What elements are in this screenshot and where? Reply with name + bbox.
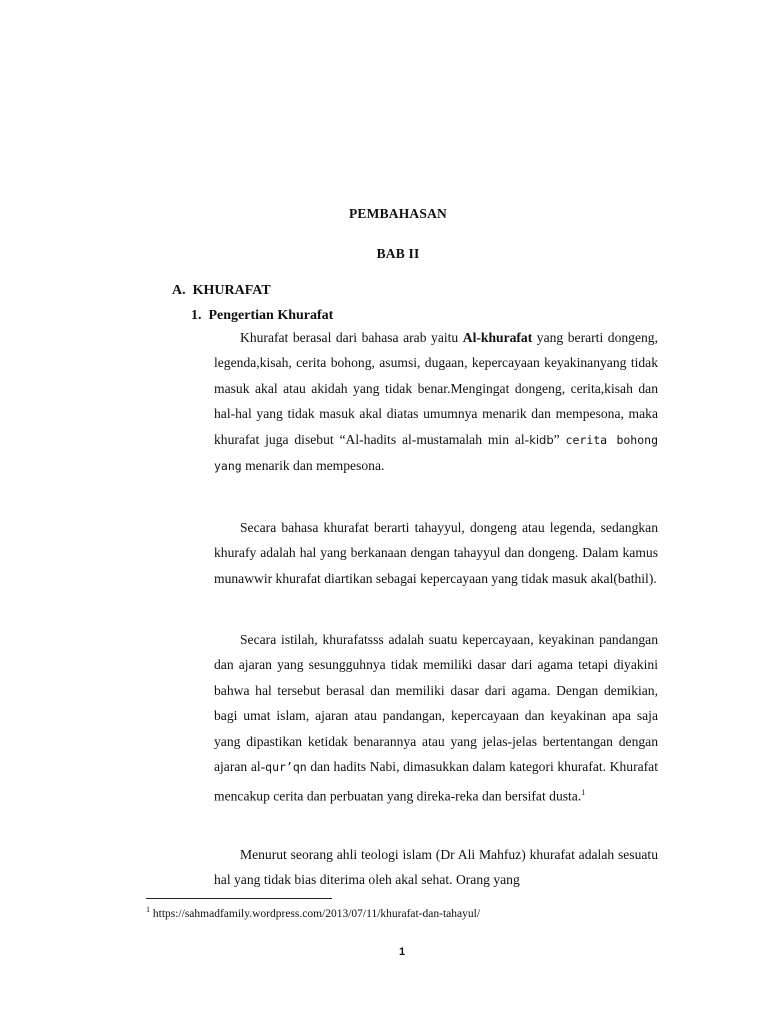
subsection-heading <box>191 308 333 324</box>
paragraph-definition: Khurafat berasal dari bahasa arab yaitu Al-khurafat yang berarti dongeng, legenda,kisah, cerita bohong, asumsi, dugaan, kepercayaan keyakinanyang tidak masuk akal atau akidah yang tidak benar.Mengingat dongeng, cerita,kisah dan hal-hal yang tidak masuk akal diatas umumnya menarik dan mempesona, maka khurafat juga disebut “Al-hadits al-mustamalah min al-kidb” cerita bohong yang menarik dan mempesona. <box>214 330 659 474</box>
arabic-term: kidb <box>529 432 554 447</box>
footnote <box>146 905 480 920</box>
chapter-title: BAB II <box>376 246 420 261</box>
mono-phrase: cerita bohong yang <box>214 432 659 474</box>
paragraph-expert-opinion: Menurut seorang ahli teologi islam (Dr Ali Mahfuz) khurafat adalah sesuatu hal yang tidak bias diterima oleh akal sehat. Orang yang <box>214 847 658 888</box>
footnote-divider <box>146 898 332 899</box>
section-label: A. <box>172 283 186 298</box>
footnote-reference[interactable]: 1 <box>581 788 586 798</box>
bold-term: Al-khurafat <box>462 330 533 345</box>
subsection-label: 1. <box>191 308 202 323</box>
paragraph-language: Secara bahasa khurafat berarti tahayyul, dongeng atau legenda, sedangkan khurafy adalah hal yang berkanaan dengan tahayyul dan dongeng. Dalam kamus munawwir khurafat diartikan sebagai kepercayaan yang tidak masuk akal(bathil). <box>214 520 658 586</box>
footnote-link[interactable]: https://sahmadfamily.wordpress.com/2013/07/11/khurafat-dan-tahayul/ <box>152 907 481 920</box>
paragraph-terminology: Secara istilah, khurafatsss adalah suatu kepercayaan, keyakinan pandangan dan ajaran yang sesungguhnya tidak memiliki dasar dari agama tetapi diyakini bahwa hal tersebut berasal dan memiliki dasar dari agama. Dengan demikian, bagi umat islam, ajaran atau pandangan, kepercayaan dan keyakinan apa saja yang dipastikan ketidak benarannya atau yang jelas-jelas bertentangan dengan ajaran al-qur’qn dan hadits Nabi, dimasukkan dalam kategori khurafat. Khurafat mencakup cerita dan perbuatan yang direka-reka dan bersifat dusta.$^1$ <box>214 632 658 804</box>
section-heading <box>172 283 271 299</box>
footnote-number: 1 <box>146 905 150 914</box>
subsection-title: Pengertian Khurafat <box>208 308 334 323</box>
page-number: 1 <box>398 946 406 958</box>
section-title: KHURAFAT <box>192 283 271 298</box>
page-title: PEMBAHASAN <box>348 206 447 221</box>
mono-term: qur’qn <box>265 760 307 775</box>
